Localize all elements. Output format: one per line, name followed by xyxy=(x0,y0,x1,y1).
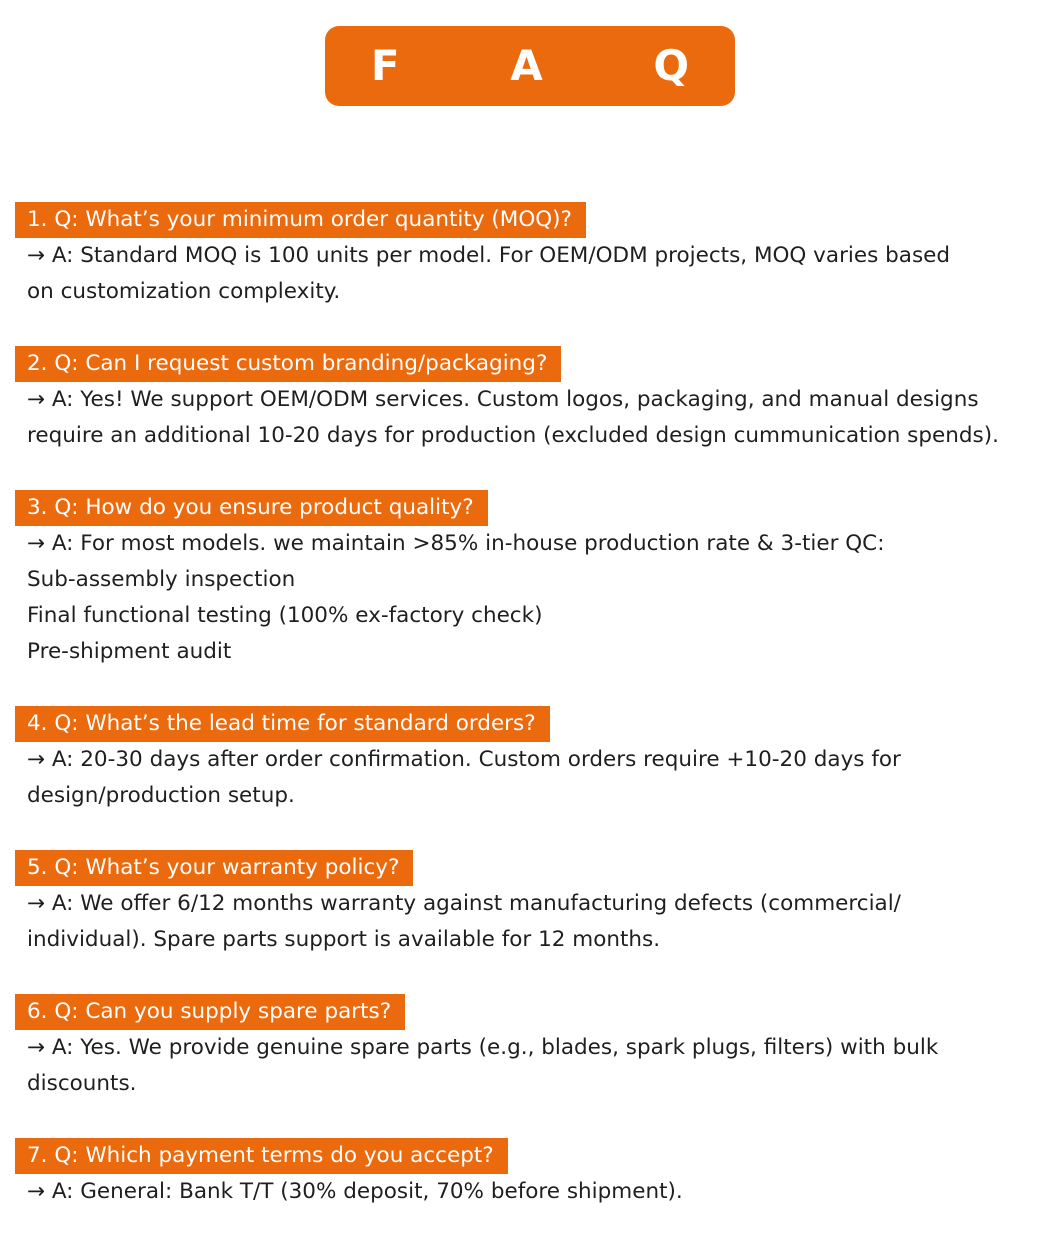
faq-question: 2. Q: Can I request custom branding/packaging? xyxy=(15,346,561,382)
faq-answer xyxy=(15,886,1055,958)
faq-question: 7. Q: Which payment terms do you accept? xyxy=(15,1138,508,1174)
answer-line: → A: 20-30 days after order confirmation. Custom orders require +10-20 days for xyxy=(27,747,901,772)
faq-item-1 xyxy=(15,202,1055,310)
faq-item-5 xyxy=(15,850,1055,958)
answer-line: → A: We offer 6/12 months warranty against manufacturing defects (commercial/ xyxy=(27,891,901,916)
faq-item-4 xyxy=(15,706,1055,814)
faq-question: 5. Q: What’s your warranty policy? xyxy=(15,850,413,886)
faq-item-3 xyxy=(15,490,1055,670)
faq-question: 6. Q: Can you supply spare parts? xyxy=(15,994,405,1030)
faq-answer xyxy=(15,526,1055,670)
answer-line: require an additional 10-20 days for production (excluded design cummunication spends). xyxy=(27,423,999,448)
faq-question: 4. Q: What’s the lead time for standard orders? xyxy=(15,706,550,742)
answer-line: Sub-assembly inspection xyxy=(27,567,296,592)
answer-line: → A: Yes. We provide genuine spare parts (e.g., blades, spark plugs, filters) with bulk xyxy=(27,1035,939,1060)
faq-answer xyxy=(15,742,1055,814)
answer-line: discounts. xyxy=(27,1071,137,1096)
faq-question: 1. Q: What’s your minimum order quantity (MOQ)? xyxy=(15,202,586,238)
answer-line: Final functional testing (100% ex-factory check) xyxy=(27,603,543,628)
answer-line: → A: Standard MOQ is 100 units per model. For OEM/ODM projects, MOQ varies based xyxy=(27,243,951,268)
answer-line: Pre-shipment audit xyxy=(27,639,232,664)
faq-question: 3. Q: How do you ensure product quality? xyxy=(15,490,488,526)
answer-line: individual). Spare parts support is available for 12 months. xyxy=(27,927,661,952)
faq-answer xyxy=(15,1174,1055,1210)
faq-item-6 xyxy=(15,994,1055,1102)
page-title: F A Q xyxy=(370,41,738,90)
answer-line: design/production setup. xyxy=(27,783,295,808)
faq-answer xyxy=(15,238,1055,310)
faq-item-2 xyxy=(15,346,1055,454)
answer-line: → A: General: Bank T/T (30% deposit, 70% before shipment). xyxy=(27,1179,683,1204)
faq-title-banner xyxy=(325,26,738,106)
faq-list xyxy=(15,202,1055,1246)
faq-answer xyxy=(15,382,1055,454)
faq-item-7 xyxy=(15,1138,1055,1210)
answer-line: → A: For most models. we maintain >85% in-house production rate & 3-tier QC: xyxy=(27,531,885,556)
faq-answer xyxy=(15,1030,1055,1102)
answer-line: → A: Yes! We support OEM/ODM services. Custom logos, packaging, and manual designs xyxy=(27,387,979,412)
answer-line: on customization complexity. xyxy=(27,279,341,304)
